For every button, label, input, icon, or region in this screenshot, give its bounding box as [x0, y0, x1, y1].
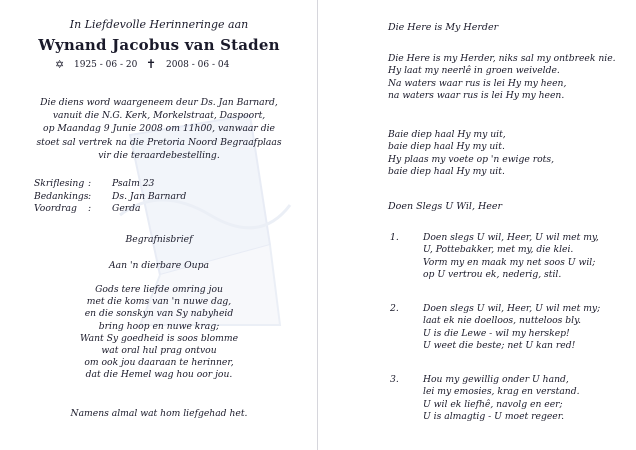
hymn-title-1: Die Here is My Herder	[388, 22, 499, 33]
programme-list	[34, 178, 294, 216]
cross-icon: ✝	[146, 57, 157, 71]
hymn-line: Na waters waar rus is lei Hy my heen,	[388, 77, 567, 89]
programme-separator: :	[88, 190, 92, 202]
verse-line: laat ek nie doelloos, nutteloos bly.	[423, 315, 581, 327]
birth-date: 1925 - 06 - 20	[74, 60, 138, 70]
hymn-stanza-2	[388, 129, 554, 178]
hymn-line: Hy plaas my voete op 'n ewige rots,	[388, 153, 554, 165]
programme-row	[34, 178, 294, 191]
right-page	[318, 0, 636, 450]
death-date: 2008 - 06 - 04	[166, 60, 230, 70]
verse-line: U weet die beste; net U kan red!	[423, 339, 576, 351]
hymn-line: Hy laat my neerlê in groen weivelde.	[388, 65, 560, 77]
verse-line: U wil ek liefhê, navolg en eer;	[423, 398, 563, 410]
hymn-line: na waters waar rus is lei Hy my heen.	[388, 89, 565, 101]
deceased-name: Wynand Jacobus van Staden	[38, 36, 280, 54]
programme-separator: :	[88, 203, 92, 214]
programme-value: Psalm 23	[112, 178, 155, 189]
poem-line: dat die Hemel wag hou oor jou.	[85, 369, 233, 381]
service-line: op Maandag 9 Junie 2008 om 11h00, vanwaar die	[43, 123, 275, 135]
verse-line: Doen slegs U wil, Heer, U wil met my,	[423, 232, 599, 243]
poem-line: Want Sy goedheid is soos blomme	[79, 332, 239, 344]
hymn-stanza-1	[388, 53, 616, 102]
letter-title: Begrafnisbrief	[125, 234, 193, 245]
programme-value: Ds. Jan Barnard	[112, 190, 187, 202]
poem-line: wat oral hul prag ontvou	[101, 345, 217, 357]
hymn-line: Die Here is my Herder, niks sal my ontbreek nie.	[388, 53, 616, 64]
service-line: vir die teraardebestelling.	[98, 149, 220, 161]
verse-line: lei my emosies, krag en verstand.	[423, 386, 580, 398]
service-details	[0, 96, 318, 162]
closing-line: Namens almal wat hom liefgehad het.	[70, 408, 248, 419]
verse-line: Hou my gewillig onder U hand,	[423, 374, 569, 385]
verse-line: op U vertrou ek, nederig, stil.	[423, 268, 562, 280]
verse-number: 2.	[390, 303, 399, 314]
programme-label: Voordrag	[34, 203, 77, 214]
service-line: Die diens word waargeneem deur Ds. Jan Barnard,	[40, 97, 278, 108]
poem-line: Gods tere liefde omring jou	[95, 284, 223, 295]
programme-value: Gerda	[112, 203, 141, 214]
programme-row	[34, 191, 294, 204]
star-of-david-icon: ✡	[55, 58, 65, 71]
verse-line: U, Pottebakker, met my, die klei.	[423, 244, 574, 256]
hymn-line: Baie diep haal Hy my uit,	[388, 129, 506, 140]
poem-line: om ook jou daaraan te herinner,	[84, 357, 234, 369]
hymn-line: baie diep haal Hy my uit.	[388, 141, 505, 153]
hymn-line: baie diep haal Hy my uit.	[388, 165, 505, 177]
programme-separator: :	[88, 178, 92, 189]
letter-poem	[0, 284, 318, 382]
poem-line: en die sonskyn van Sy nabyheid	[84, 308, 234, 320]
service-line: vanuit die N.G. Kerk, Morkelstraat, Daspoort,	[52, 110, 266, 122]
letter-salutation: Aan 'n dierbare Oupa	[109, 260, 209, 271]
programme-label: Bedankings	[34, 190, 89, 202]
programme-label: Skriflesing	[34, 178, 85, 189]
hymn-title-2: Doen Slegs U Wil, Heer	[388, 201, 503, 212]
verse-number: 3.	[390, 374, 399, 385]
verse-line: Doen slegs U wil, Heer, U wil met my;	[423, 303, 601, 314]
verse-line: U is almagtig - U moet regeer.	[423, 410, 565, 422]
poem-line: met die koms van 'n nuwe dag,	[86, 296, 232, 308]
verse-number: 1.	[390, 232, 399, 243]
memorial-intro: In Liefdevolle Herinneringe aan	[69, 18, 249, 31]
poem-line: bring hoop en nuwe krag;	[98, 320, 220, 332]
service-line: stoet sal vertrek na die Pretoria Noord Begraafplaas	[36, 136, 282, 148]
programme-row	[34, 203, 294, 216]
verse-line: U is die Lewe - wil my herskep!	[423, 327, 570, 339]
verse-line: Vorm my en maak my net soos U wil;	[423, 256, 596, 268]
